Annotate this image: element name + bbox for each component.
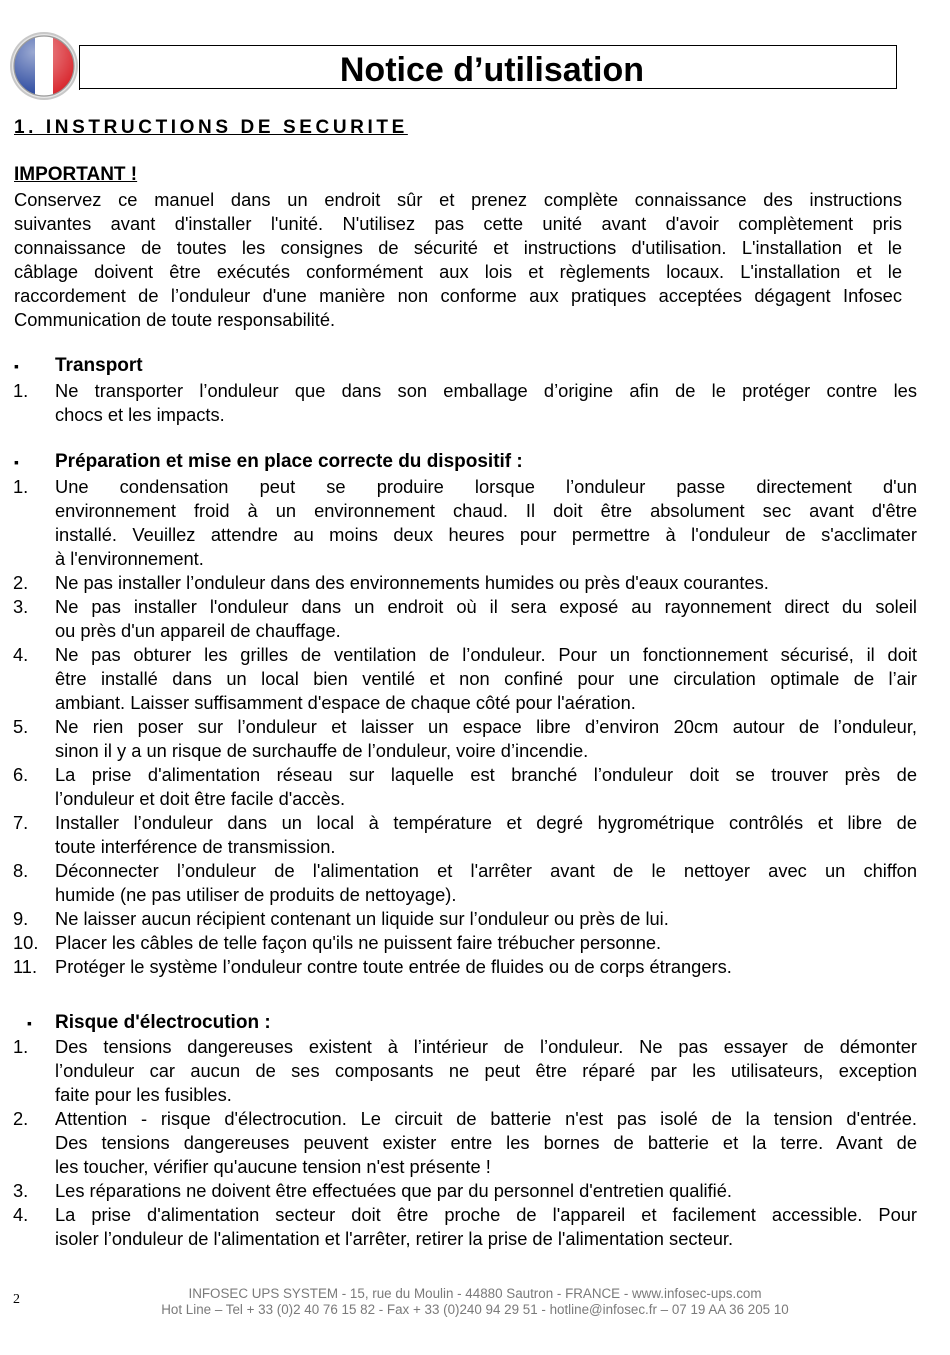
list-item-line: Placer les câbles de telle façon qu'ils ne puissent faire trébucher personne.	[55, 932, 662, 953]
preparation-list	[0, 475, 950, 979]
list-item-line: Une condensation peut se produire lorsque l’onduleur passe directement d'un	[55, 476, 917, 497]
list-item	[0, 955, 950, 979]
transport-list	[0, 379, 950, 427]
list-item-line: être installé dans un local bien ventilé et non confiné pour une circulation optimale de l’air	[55, 668, 917, 689]
list-item	[0, 643, 950, 715]
list-item-line: l’onduleur car aucun de ses composants ne peut être réparé par les utilisateurs, exception	[55, 1060, 917, 1081]
list-item-line: Ne pas obturer les grilles de ventilation de l’onduleur. Pour un fonctionnement sécurisé, il doit	[55, 644, 917, 665]
french-flag-icon	[9, 31, 79, 101]
list-item-number: 2.	[13, 572, 29, 593]
list-item	[0, 763, 950, 811]
list-item-line: humide (ne pas utiliser de produits de nettoyage).	[55, 884, 457, 905]
section-heading: 1. INSTRUCTIONS DE SECURITE	[14, 117, 408, 138]
list-item-line: faite pour les fusibles.	[55, 1084, 232, 1105]
paragraph-line: Conservez ce manuel dans un endroit sûr et prenez complète connaissance des instructions	[14, 189, 902, 210]
list-item-line: les toucher, vérifier qu'aucune tension n'est présente !	[55, 1156, 491, 1177]
list-item	[0, 907, 950, 931]
list-item-number: 7.	[13, 812, 29, 833]
list-item	[0, 1035, 950, 1107]
list-item-line: ou près d'un appareil de chauffage.	[55, 620, 341, 641]
list-item	[0, 1203, 950, 1251]
list-item-number: 1.	[13, 380, 29, 401]
list-item-number: 4.	[13, 644, 29, 665]
list-item-number: 1.	[13, 476, 29, 497]
list-item	[0, 859, 950, 907]
list-item-line: l’onduleur et doit être facile d'accès.	[55, 788, 346, 809]
list-item	[0, 715, 950, 763]
list-item-line: Ne pas installer l'onduleur dans un endroit où il sera exposé au rayonnement direct du soleil	[55, 596, 917, 617]
list-item	[0, 931, 950, 955]
paragraph-line: Communication de toute responsabilité.	[14, 309, 336, 330]
list-item	[0, 1107, 950, 1179]
list-item-line: La prise d'alimentation secteur doit être proche de l'appareil et facilement accessible. Pour	[55, 1204, 917, 1225]
list-item-line: Installer l’onduleur dans un local à température et degré hygrométrique contrôlés et libre de	[55, 812, 917, 833]
list-item	[0, 571, 950, 595]
list-item-line: installé. Veuillez attendre au moins deux heures pour permettre à l'onduleur de s'acclimater	[55, 524, 917, 545]
subsection-title: Transport	[55, 355, 143, 376]
list-item-line: Ne pas installer l’onduleur dans des environnements humides ou près d'eaux courantes.	[55, 572, 769, 593]
list-item-number: 2.	[13, 1108, 29, 1129]
list-item-line: sinon il y a un risque de surchauffe de l’onduleur, voire d’incendie.	[55, 740, 589, 761]
electrocution-list	[0, 1035, 950, 1251]
list-item-line: Des tensions dangereuses existent à l’intérieur de l’onduleur. Ne pas essayer de démonter	[55, 1036, 917, 1057]
list-item-line: isoler l’onduleur de l'alimentation et l'arrêter, retirer la prise de l'alimentation secteur.	[55, 1228, 734, 1249]
list-item-number: 3.	[13, 1180, 29, 1201]
bullet-icon: ▪	[14, 358, 19, 374]
list-item-line: environnement froid à un environnement chaud. Il doit être absolument sec avant d'être	[55, 500, 917, 521]
list-item-number: 10.	[13, 932, 39, 953]
list-item-line: toute interférence de transmission.	[55, 836, 336, 857]
list-item-line: chocs et les impacts.	[55, 404, 225, 425]
footer-contact: Hot Line – Tel + 33 (0)2 40 76 15 82 - Fax + 33 (0)240 94 29 51 - hotline@infosec.fr – 07 19 AA 36 205 10	[161, 1302, 789, 1317]
list-item-line: Ne laisser aucun récipient contenant un liquide sur l’onduleur ou près de lui.	[55, 908, 669, 929]
list-item-line: ambiant. Laisser suffisamment d'espace de chaque côté pour l'aération.	[55, 692, 636, 713]
list-item	[0, 379, 950, 427]
list-item	[0, 1179, 950, 1203]
paragraph-line: raccordement de l’onduleur d'une manière non conforme aux pratiques acceptées dégagent Infosec	[14, 285, 902, 306]
paragraph-line: connaissance de toutes les consignes de sécurité et instructions d'utilisation. L'installation et le	[14, 237, 902, 258]
list-item	[0, 475, 950, 571]
bullet-icon: ▪	[27, 1015, 32, 1031]
important-paragraph	[14, 188, 902, 332]
list-item	[0, 811, 950, 859]
list-item-number: 8.	[13, 860, 29, 881]
list-item-line: Ne rien poser sur l’onduleur et laisser un espace libre d’environ 20cm autour de l’onduleur,	[55, 716, 917, 737]
list-item-line: Protéger le système l’onduleur contre toute entrée de fluides ou de corps étrangers.	[55, 956, 732, 977]
footer-address: INFOSEC UPS SYSTEM - 15, rue du Moulin - 44880 Sautron - FRANCE - www.infosec-ups.com	[188, 1286, 762, 1301]
subsection-title: Risque d'électrocution :	[55, 1012, 271, 1033]
list-item-line: Des tensions dangereuses peuvent exister entre les bornes de batterie et la terre. Avant de	[55, 1132, 917, 1153]
list-item-number: 6.	[13, 764, 29, 785]
list-item-number: 11.	[13, 956, 38, 977]
page-number: 2	[13, 1292, 20, 1307]
footer	[0, 1286, 950, 1318]
important-label: IMPORTANT !	[14, 164, 138, 185]
list-item-line: Attention - risque d'électrocution. Le circuit de batterie n'est pas isolé de la tension d'entrée.	[55, 1108, 917, 1129]
list-item-line: Déconnecter l’onduleur de l'alimentation et l'arrêter avant de le nettoyer avec un chiffon	[55, 860, 917, 881]
bullet-icon: ▪	[14, 454, 19, 470]
title-box	[79, 45, 897, 89]
list-item-line: à l'environnement.	[55, 548, 204, 569]
page-title: Notice d’utilisation	[339, 51, 644, 89]
paragraph-line: suivantes avant d'installer l'unité. N'utilisez pas cette unité avant d'avoir complètement pris	[14, 213, 902, 234]
paragraph-line: câblage doivent être exécutés conformément aux lois et règlements locaux. L'installation et le	[14, 261, 902, 282]
list-item-number: 9.	[13, 908, 29, 929]
list-item-number: 3.	[13, 596, 29, 617]
list-item-number: 1.	[13, 1036, 29, 1057]
list-item-line: Ne transporter l’onduleur que dans son emballage d’origine afin de le protéger contre les	[55, 380, 917, 401]
list-item-line: Les réparations ne doivent être effectuées que par du personnel d'entretien qualifié.	[55, 1180, 732, 1201]
list-item-line: La prise d'alimentation réseau sur laquelle est branché l’onduleur doit se trouver près de	[55, 764, 917, 785]
list-item-number: 5.	[13, 716, 29, 737]
subsection-title: Préparation et mise en place correcte du dispositif :	[55, 451, 523, 472]
list-item-number: 4.	[13, 1204, 29, 1225]
list-item	[0, 595, 950, 643]
